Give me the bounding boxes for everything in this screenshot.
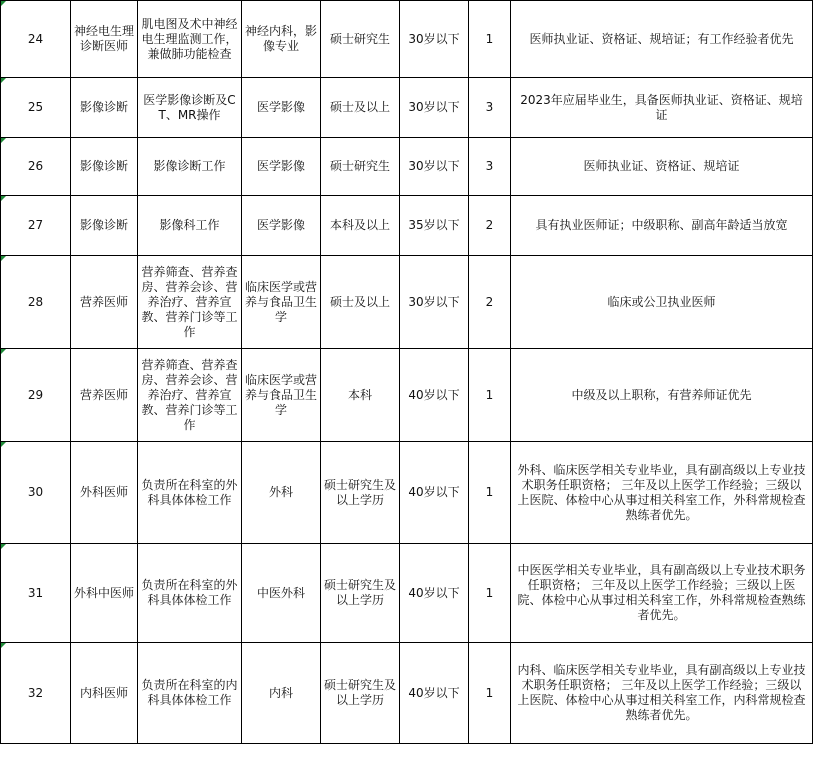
cell-no: 26 [1, 138, 71, 196]
cell-duties: 影像诊断工作 [138, 138, 242, 196]
table-row [1, 442, 813, 544]
cell-education: 本科 [321, 349, 400, 442]
cell-count: 1 [469, 442, 511, 544]
table-row [1, 349, 813, 442]
comment-marker-icon [1, 78, 6, 83]
cell-education: 硕士及以上 [321, 256, 400, 349]
table-row [1, 256, 813, 349]
cell-education: 硕士及以上 [321, 78, 400, 138]
cell-education: 本科及以上 [321, 196, 400, 256]
cell-duties: 影像科工作 [138, 196, 242, 256]
cell-duties: 营养筛查、营养查房、营养会诊、营养治疗、营养宣教、营养门诊等工作 [138, 256, 242, 349]
cell-education: 硕士研究生 [321, 138, 400, 196]
cell-duties: 负责所在科室的内科具体体检工作 [138, 643, 242, 744]
cell-count: 3 [469, 78, 511, 138]
cell-requirements: 具有执业医师证；中级职称、副高年龄适当放宽 [511, 196, 813, 256]
cell-count: 1 [469, 643, 511, 744]
table-row [1, 196, 813, 256]
comment-marker-icon [1, 138, 6, 143]
table-row [1, 78, 813, 138]
cell-age: 30岁以下 [400, 78, 469, 138]
cell-requirements: 2023年应届毕业生，具备医师执业证、资格证、规培证 [511, 78, 813, 138]
comment-marker-icon [1, 1, 6, 6]
cell-count: 1 [469, 1, 511, 78]
cell-position: 营养医师 [71, 349, 138, 442]
cell-position: 影像诊断 [71, 78, 138, 138]
cell-no: 30 [1, 442, 71, 544]
comment-marker-icon [1, 643, 6, 648]
cell-count: 3 [469, 138, 511, 196]
cell-count: 1 [469, 349, 511, 442]
cell-requirements: 临床或公卫执业医师 [511, 256, 813, 349]
cell-no: 31 [1, 544, 71, 643]
cell-position: 外科医师 [71, 442, 138, 544]
comment-marker-icon [1, 196, 6, 201]
cell-duties: 医学影像诊断及CT、MR操作 [138, 78, 242, 138]
cell-major: 医学影像 [242, 78, 321, 138]
table-row [1, 643, 813, 744]
cell-age: 40岁以下 [400, 643, 469, 744]
cell-major: 外科 [242, 442, 321, 544]
cell-age: 30岁以下 [400, 1, 469, 78]
cell-position: 外科中医师 [71, 544, 138, 643]
cell-age: 30岁以下 [400, 138, 469, 196]
cell-education: 硕士研究生及以上学历 [321, 643, 400, 744]
cell-no: 27 [1, 196, 71, 256]
cell-education: 硕士研究生 [321, 1, 400, 78]
cell-count: 2 [469, 256, 511, 349]
cell-position: 影像诊断 [71, 138, 138, 196]
cell-position: 影像诊断 [71, 196, 138, 256]
cell-requirements: 中医医学相关专业毕业，具有副高级以上专业技术职务任职资格； 三年及以上医学工作经验；三级以上医院、体检中心从事过相关科室工作，外科常规检查熟练者优先。 [511, 544, 813, 643]
cell-requirements: 中级及以上职称，有营养师证优先 [511, 349, 813, 442]
cell-requirements: 外科、临床医学相关专业毕业，具有副高级以上专业技术职务任职资格； 三年及以上医学工作经验；三级以上医院、体检中心从事过相关科室工作，外科常规检查熟练者优先。 [511, 442, 813, 544]
cell-count: 1 [469, 544, 511, 643]
cell-major: 临床医学或营养与食品卫生学 [242, 349, 321, 442]
cell-duties: 负责所在科室的外科具体体检工作 [138, 442, 242, 544]
cell-no: 24 [1, 1, 71, 78]
cell-age: 40岁以下 [400, 544, 469, 643]
cell-position: 神经电生理诊断医师 [71, 1, 138, 78]
cell-age: 35岁以下 [400, 196, 469, 256]
table-row [1, 544, 813, 643]
comment-marker-icon [1, 256, 6, 261]
comment-marker-icon [1, 442, 6, 447]
cell-major: 内科 [242, 643, 321, 744]
cell-age: 30岁以下 [400, 256, 469, 349]
cell-duties: 营养筛查、营养查房、营养会诊、营养治疗、营养宣教、营养门诊等工作 [138, 349, 242, 442]
cell-age: 40岁以下 [400, 349, 469, 442]
cell-requirements: 医师执业证、资格证、规培证；有工作经验者优先 [511, 1, 813, 78]
cell-position: 营养医师 [71, 256, 138, 349]
cell-major: 神经内科，影像专业 [242, 1, 321, 78]
cell-major: 临床医学或营养与食品卫生学 [242, 256, 321, 349]
cell-duties: 肌电图及术中神经电生理监测工作，兼做肺功能检查 [138, 1, 242, 78]
cell-no: 32 [1, 643, 71, 744]
cell-major: 医学影像 [242, 196, 321, 256]
cell-education: 硕士研究生及以上学历 [321, 442, 400, 544]
cell-duties: 负责所在科室的外科具体体检工作 [138, 544, 242, 643]
cell-requirements: 内科、临床医学相关专业毕业，具有副高级以上专业技术职务任职资格； 三年及以上医学工作经验；三级以上医院、体检中心从事过相关科室工作，内科常规检查熟练者优先。 [511, 643, 813, 744]
cell-count: 2 [469, 196, 511, 256]
table-row [1, 138, 813, 196]
cell-education: 硕士研究生及以上学历 [321, 544, 400, 643]
cell-no: 29 [1, 349, 71, 442]
comment-marker-icon [1, 349, 6, 354]
table-row [1, 1, 813, 78]
cell-major: 医学影像 [242, 138, 321, 196]
cell-age: 40岁以下 [400, 442, 469, 544]
cell-no: 28 [1, 256, 71, 349]
cell-no: 25 [1, 78, 71, 138]
comment-marker-icon [1, 544, 6, 549]
cell-position: 内科医师 [71, 643, 138, 744]
cell-requirements: 医师执业证、资格证、规培证 [511, 138, 813, 196]
cell-major: 中医外科 [242, 544, 321, 643]
